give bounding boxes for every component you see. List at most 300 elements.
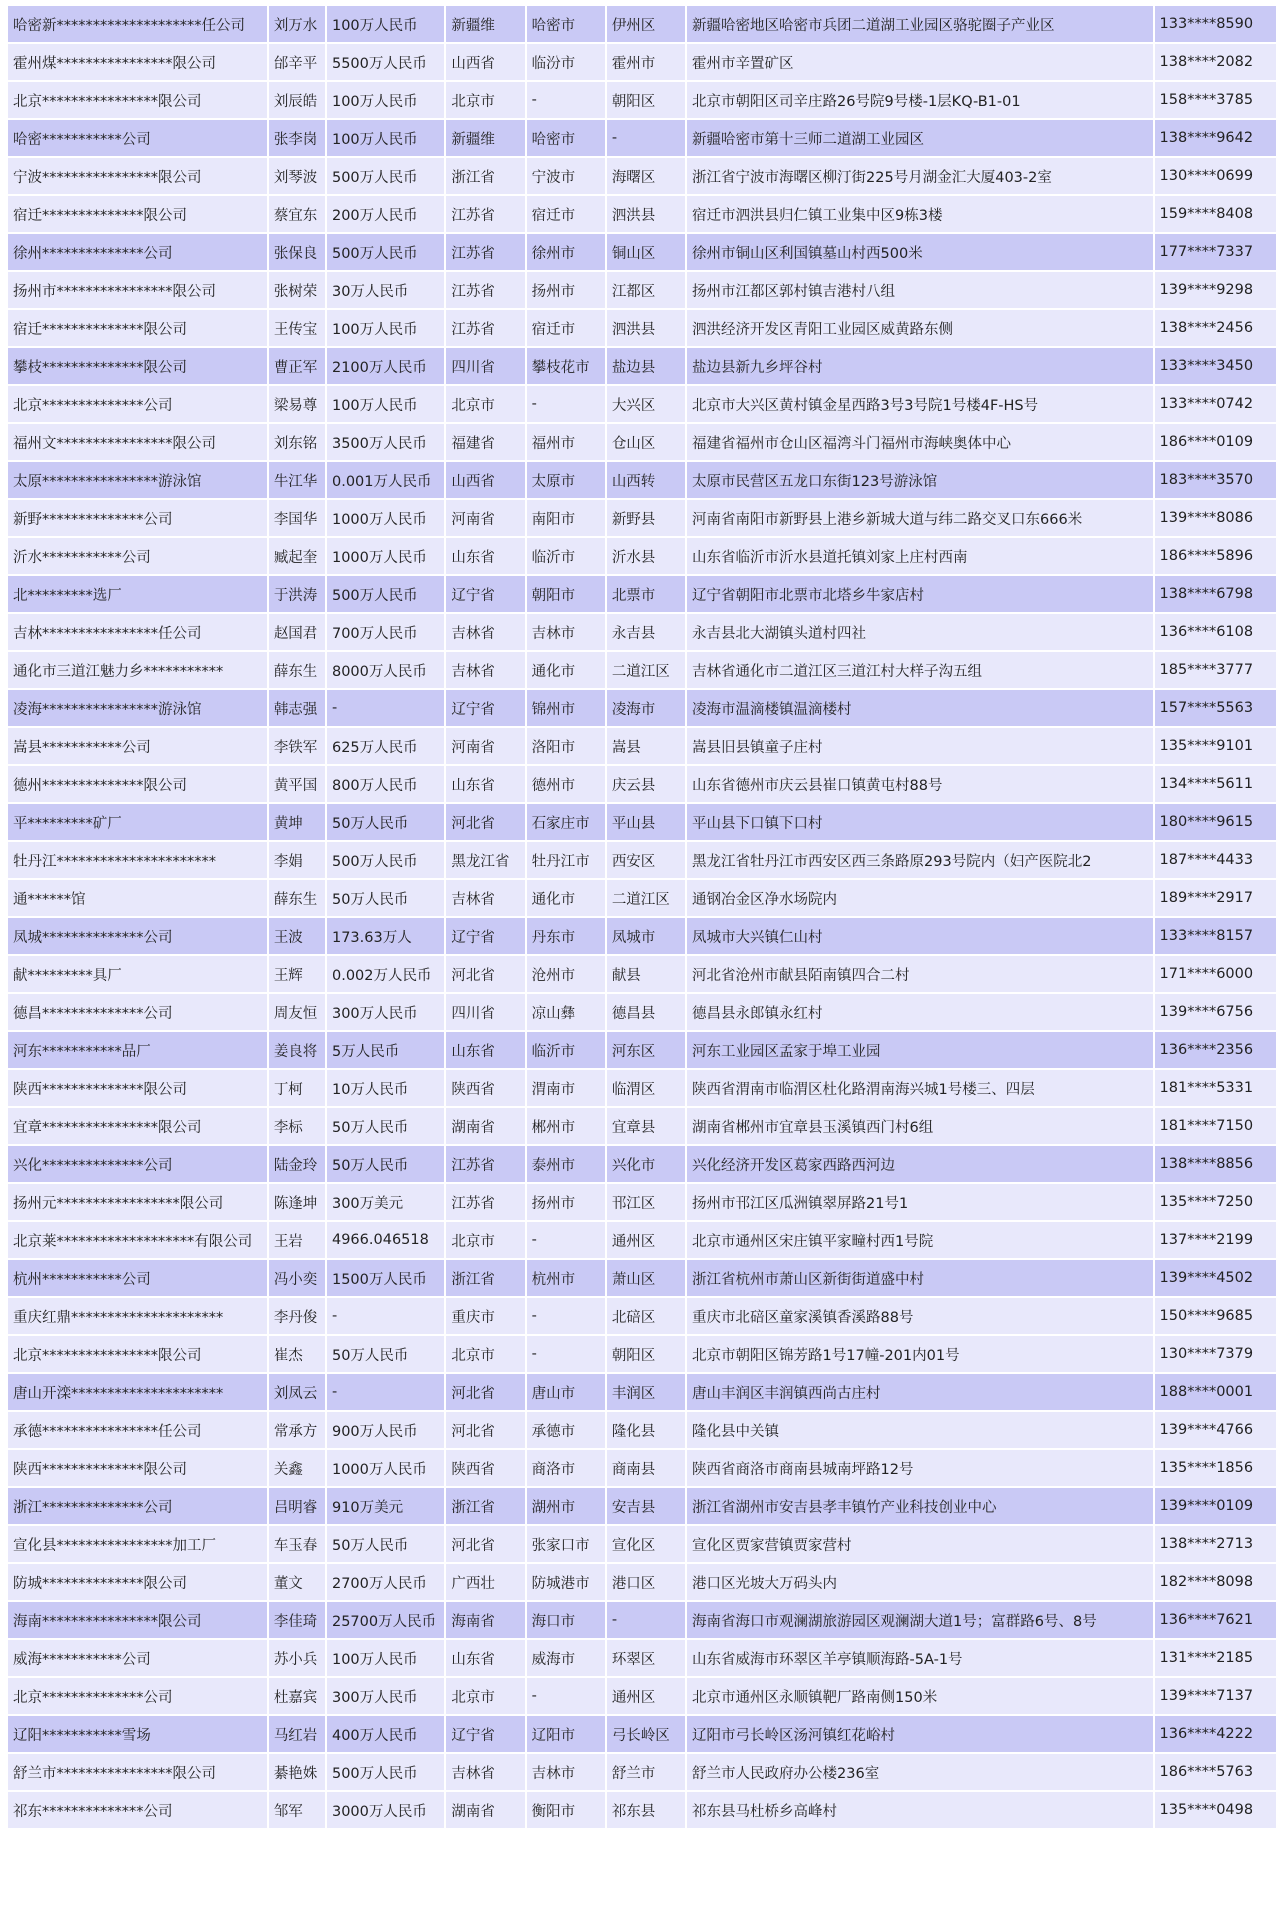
address-cell: 凤城市大兴镇仁山村 xyxy=(687,918,1152,954)
legal-person-cell: 薛东生 xyxy=(269,880,325,916)
legal-person-cell: 曹正军 xyxy=(269,348,325,384)
legal-person-cell: 梁易尊 xyxy=(269,386,325,422)
district-cell: 通州区 xyxy=(607,1678,685,1714)
legal-person-cell: 韩志强 xyxy=(269,690,325,726)
legal-person-cell: 马红岩 xyxy=(269,1716,325,1752)
company-name-cell: 北京**************公司 xyxy=(8,386,267,422)
address-cell: 永吉县北大湖镇头道村四社 xyxy=(687,614,1152,650)
province-cell: 河北省 xyxy=(446,804,524,840)
legal-person-cell: 王波 xyxy=(269,918,325,954)
province-cell: 辽宁省 xyxy=(446,690,524,726)
district-cell: 安吉县 xyxy=(607,1488,685,1524)
district-cell: 丰润区 xyxy=(607,1374,685,1410)
legal-person-cell: 周友恒 xyxy=(269,994,325,1030)
company-name-cell: 凌海****************游泳馆 xyxy=(8,690,267,726)
district-cell: 舒兰市 xyxy=(607,1754,685,1790)
phone-cell: 130****7379 xyxy=(1155,1336,1276,1372)
phone-cell: 138****9642 xyxy=(1155,120,1276,156)
company-name-cell: 福州文****************限公司 xyxy=(8,424,267,460)
phone-cell: 186****5896 xyxy=(1155,538,1276,574)
province-cell: 山东省 xyxy=(446,538,524,574)
phone-cell: 135****0498 xyxy=(1155,1792,1276,1828)
company-name-cell: 献*********具厂 xyxy=(8,956,267,992)
company-name-cell: 新野**************公司 xyxy=(8,500,267,536)
company-name-cell: 攀枝**************限公司 xyxy=(8,348,267,384)
registered-capital-cell: 50万人民币 xyxy=(327,804,444,840)
address-cell: 港口区光坡大万码头内 xyxy=(687,1564,1152,1600)
province-cell: 河北省 xyxy=(446,1412,524,1448)
city-cell: 威海市 xyxy=(527,1640,605,1676)
legal-person-cell: 张保良 xyxy=(269,234,325,270)
table-row xyxy=(8,576,1276,612)
phone-cell: 136****2356 xyxy=(1155,1032,1276,1068)
registered-capital-cell: 900万人民币 xyxy=(327,1412,444,1448)
phone-cell: 182****8098 xyxy=(1155,1564,1276,1600)
registered-capital-cell: 400万人民币 xyxy=(327,1716,444,1752)
table-row xyxy=(8,1222,1276,1258)
table-row xyxy=(8,196,1276,232)
legal-person-cell: 牛江华 xyxy=(269,462,325,498)
province-cell: 河北省 xyxy=(446,1526,524,1562)
table-row xyxy=(8,1374,1276,1410)
district-cell: 海曙区 xyxy=(607,158,685,194)
phone-cell: 130****0699 xyxy=(1155,158,1276,194)
address-cell: 北京市朝阳区司辛庄路26号院9号楼-1层KQ-B1-01 xyxy=(687,82,1152,118)
registered-capital-cell: 700万人民币 xyxy=(327,614,444,650)
registered-capital-cell: - xyxy=(327,1298,444,1334)
table-row xyxy=(8,500,1276,536)
province-cell: 浙江省 xyxy=(446,158,524,194)
company-name-cell: 祁东**************公司 xyxy=(8,1792,267,1828)
table-row xyxy=(8,1792,1276,1828)
province-cell: 新疆维 xyxy=(446,120,524,156)
phone-cell: 134****5611 xyxy=(1155,766,1276,802)
district-cell: 沂水县 xyxy=(607,538,685,574)
address-cell: 河东工业园区孟家于埠工业园 xyxy=(687,1032,1152,1068)
province-cell: 浙江省 xyxy=(446,1488,524,1524)
phone-cell: 181****5331 xyxy=(1155,1070,1276,1106)
district-cell: 隆化县 xyxy=(607,1412,685,1448)
table-row xyxy=(8,1602,1276,1638)
registered-capital-cell: 300万人民币 xyxy=(327,994,444,1030)
city-cell: 德州市 xyxy=(527,766,605,802)
province-cell: 吉林省 xyxy=(446,614,524,650)
company-name-cell: 海南****************限公司 xyxy=(8,1602,267,1638)
phone-cell: 133****0742 xyxy=(1155,386,1276,422)
phone-cell: 136****4222 xyxy=(1155,1716,1276,1752)
registered-capital-cell: 500万人民币 xyxy=(327,234,444,270)
legal-person-cell: 关鑫 xyxy=(269,1450,325,1486)
phone-cell: 139****0109 xyxy=(1155,1488,1276,1524)
address-cell: 辽宁省朝阳市北票市北塔乡牛家店村 xyxy=(687,576,1152,612)
city-cell: - xyxy=(527,1222,605,1258)
registered-capital-cell: 2100万人民币 xyxy=(327,348,444,384)
district-cell: 山西转 xyxy=(607,462,685,498)
address-cell: 北京市通州区宋庄镇平家疃村西1号院 xyxy=(687,1222,1152,1258)
phone-cell: 139****9298 xyxy=(1155,272,1276,308)
city-cell: 商洛市 xyxy=(527,1450,605,1486)
city-cell: - xyxy=(527,82,605,118)
registered-capital-cell: 100万人民币 xyxy=(327,6,444,42)
district-cell: 朝阳区 xyxy=(607,1336,685,1372)
company-name-cell: 承德****************任公司 xyxy=(8,1412,267,1448)
registered-capital-cell: 50万人民币 xyxy=(327,1108,444,1144)
district-cell: 献县 xyxy=(607,956,685,992)
district-cell: 萧山区 xyxy=(607,1260,685,1296)
legal-person-cell: 刘琴波 xyxy=(269,158,325,194)
district-cell: 西安区 xyxy=(607,842,685,878)
address-cell: 平山县下口镇下口村 xyxy=(687,804,1152,840)
province-cell: 山东省 xyxy=(446,766,524,802)
legal-person-cell: 张树荣 xyxy=(269,272,325,308)
company-table-body xyxy=(8,6,1276,1828)
province-cell: 河南省 xyxy=(446,500,524,536)
city-cell: 衡阳市 xyxy=(527,1792,605,1828)
address-cell: 德昌县永郎镇永红村 xyxy=(687,994,1152,1030)
company-name-cell: 通******馆 xyxy=(8,880,267,916)
registered-capital-cell: 50万人民币 xyxy=(327,880,444,916)
address-cell: 北京市朝阳区锦芳路1号17幢-201内01号 xyxy=(687,1336,1152,1372)
legal-person-cell: 李佳琦 xyxy=(269,1602,325,1638)
address-cell: 霍州市辛置矿区 xyxy=(687,44,1152,80)
address-cell: 山东省威海市环翠区羊亭镇顺海路-5A-1号 xyxy=(687,1640,1152,1676)
province-cell: 辽宁省 xyxy=(446,1716,524,1752)
phone-cell: 186****0109 xyxy=(1155,424,1276,460)
table-row xyxy=(8,82,1276,118)
registered-capital-cell: 100万人民币 xyxy=(327,310,444,346)
district-cell: - xyxy=(607,1602,685,1638)
company-name-cell: 辽阳***********雪场 xyxy=(8,1716,267,1752)
province-cell: 海南省 xyxy=(446,1602,524,1638)
company-name-cell: 德州**************限公司 xyxy=(8,766,267,802)
district-cell: 邗江区 xyxy=(607,1184,685,1220)
district-cell: 朝阳区 xyxy=(607,82,685,118)
district-cell: 大兴区 xyxy=(607,386,685,422)
district-cell: 仓山区 xyxy=(607,424,685,460)
city-cell: 杭州市 xyxy=(527,1260,605,1296)
registered-capital-cell: 500万人民币 xyxy=(327,842,444,878)
registered-capital-cell: 3500万人民币 xyxy=(327,424,444,460)
phone-cell: 183****3570 xyxy=(1155,462,1276,498)
province-cell: 江苏省 xyxy=(446,1184,524,1220)
address-cell: 陕西省渭南市临渭区杜化路渭南海兴城1号楼三、四层 xyxy=(687,1070,1152,1106)
province-cell: 辽宁省 xyxy=(446,576,524,612)
city-cell: 石家庄市 xyxy=(527,804,605,840)
table-row xyxy=(8,424,1276,460)
registered-capital-cell: 50万人民币 xyxy=(327,1526,444,1562)
table-row xyxy=(8,234,1276,270)
province-cell: 山西省 xyxy=(446,462,524,498)
company-name-cell: 平*********矿厂 xyxy=(8,804,267,840)
city-cell: 福州市 xyxy=(527,424,605,460)
district-cell: 北票市 xyxy=(607,576,685,612)
district-cell: 河东区 xyxy=(607,1032,685,1068)
district-cell: 宜章县 xyxy=(607,1108,685,1144)
company-table xyxy=(6,4,1278,1830)
province-cell: 辽宁省 xyxy=(446,918,524,954)
table-row xyxy=(8,1678,1276,1714)
address-cell: 陕西省商洛市商南县城南坪路12号 xyxy=(687,1450,1152,1486)
table-row xyxy=(8,538,1276,574)
registered-capital-cell: - xyxy=(327,1374,444,1410)
company-name-cell: 扬州市****************限公司 xyxy=(8,272,267,308)
province-cell: 吉林省 xyxy=(446,880,524,916)
province-cell: 江苏省 xyxy=(446,196,524,232)
province-cell: 福建省 xyxy=(446,424,524,460)
table-row xyxy=(8,1754,1276,1790)
company-name-cell: 哈密新********************任公司 xyxy=(8,6,267,42)
legal-person-cell: 王传宝 xyxy=(269,310,325,346)
address-cell: 兴化经济开发区葛家西路西河边 xyxy=(687,1146,1152,1182)
legal-person-cell: 董文 xyxy=(269,1564,325,1600)
province-cell: 浙江省 xyxy=(446,1260,524,1296)
legal-person-cell: 綦艳姝 xyxy=(269,1754,325,1790)
legal-person-cell: 苏小兵 xyxy=(269,1640,325,1676)
province-cell: 陕西省 xyxy=(446,1450,524,1486)
province-cell: 江苏省 xyxy=(446,1146,524,1182)
address-cell: 徐州市铜山区利国镇墓山村西500米 xyxy=(687,234,1152,270)
registered-capital-cell: 200万人民币 xyxy=(327,196,444,232)
company-name-cell: 宣化县****************加工厂 xyxy=(8,1526,267,1562)
table-row xyxy=(8,44,1276,80)
legal-person-cell: 黄坤 xyxy=(269,804,325,840)
phone-cell: 177****7337 xyxy=(1155,234,1276,270)
table-row xyxy=(8,842,1276,878)
city-cell: 湖州市 xyxy=(527,1488,605,1524)
company-name-cell: 扬州元*****************限公司 xyxy=(8,1184,267,1220)
table-row xyxy=(8,1146,1276,1182)
phone-cell: 139****6756 xyxy=(1155,994,1276,1030)
company-name-cell: 沂水***********公司 xyxy=(8,538,267,574)
table-row xyxy=(8,918,1276,954)
table-row xyxy=(8,1640,1276,1676)
address-cell: 吉林省通化市二道江区三道江村大样子沟五组 xyxy=(687,652,1152,688)
legal-person-cell: 冯小奕 xyxy=(269,1260,325,1296)
province-cell: 河北省 xyxy=(446,1374,524,1410)
province-cell: 北京市 xyxy=(446,82,524,118)
registered-capital-cell: 300万人民币 xyxy=(327,1678,444,1714)
district-cell: 环翠区 xyxy=(607,1640,685,1676)
province-cell: 湖南省 xyxy=(446,1108,524,1144)
phone-cell: 186****5763 xyxy=(1155,1754,1276,1790)
table-row xyxy=(8,1564,1276,1600)
district-cell: 凌海市 xyxy=(607,690,685,726)
company-name-cell: 嵩县***********公司 xyxy=(8,728,267,764)
table-row xyxy=(8,956,1276,992)
province-cell: 四川省 xyxy=(446,994,524,1030)
legal-person-cell: 刘万水 xyxy=(269,6,325,42)
legal-person-cell: 赵国君 xyxy=(269,614,325,650)
address-cell: 凌海市温滴楼镇温滴楼村 xyxy=(687,690,1152,726)
phone-cell: 136****6108 xyxy=(1155,614,1276,650)
district-cell: 北碚区 xyxy=(607,1298,685,1334)
address-cell: 浙江省湖州市安吉县孝丰镇竹产业科技创业中心 xyxy=(687,1488,1152,1524)
district-cell: 祁东县 xyxy=(607,1792,685,1828)
company-name-cell: 德昌**************公司 xyxy=(8,994,267,1030)
address-cell: 福建省福州市仓山区福湾斗门福州市海峡奥体中心 xyxy=(687,424,1152,460)
legal-person-cell: 李国华 xyxy=(269,500,325,536)
phone-cell: 138****2713 xyxy=(1155,1526,1276,1562)
legal-person-cell: 张李岗 xyxy=(269,120,325,156)
table-row xyxy=(8,1184,1276,1220)
registered-capital-cell: 173.63万人 xyxy=(327,918,444,954)
table-row xyxy=(8,120,1276,156)
city-cell: 沧州市 xyxy=(527,956,605,992)
city-cell: 辽阳市 xyxy=(527,1716,605,1752)
address-cell: 泗洪经济开发区青阳工业园区威黄路东侧 xyxy=(687,310,1152,346)
company-name-cell: 凤城**************公司 xyxy=(8,918,267,954)
legal-person-cell: 李娟 xyxy=(269,842,325,878)
company-name-cell: 宿迁**************限公司 xyxy=(8,196,267,232)
legal-person-cell: 邰辛平 xyxy=(269,44,325,80)
city-cell: 张家口市 xyxy=(527,1526,605,1562)
table-row xyxy=(8,1526,1276,1562)
address-cell: 扬州市邗江区瓜洲镇翠屏路21号1 xyxy=(687,1184,1152,1220)
district-cell: 商南县 xyxy=(607,1450,685,1486)
city-cell: 牡丹江市 xyxy=(527,842,605,878)
address-cell: 通钢冶金区净水场院内 xyxy=(687,880,1152,916)
phone-cell: 135****1856 xyxy=(1155,1450,1276,1486)
city-cell: 临沂市 xyxy=(527,538,605,574)
table-row xyxy=(8,386,1276,422)
province-cell: 吉林省 xyxy=(446,1754,524,1790)
district-cell: 盐边县 xyxy=(607,348,685,384)
legal-person-cell: 车玉春 xyxy=(269,1526,325,1562)
district-cell: 永吉县 xyxy=(607,614,685,650)
registered-capital-cell: 1000万人民币 xyxy=(327,500,444,536)
address-cell: 宣化区贾家营镇贾家营村 xyxy=(687,1526,1152,1562)
registered-capital-cell: 800万人民币 xyxy=(327,766,444,802)
registered-capital-cell: 100万人民币 xyxy=(327,1640,444,1676)
city-cell: 吉林市 xyxy=(527,614,605,650)
province-cell: 北京市 xyxy=(446,1222,524,1258)
registered-capital-cell: 1000万人民币 xyxy=(327,1450,444,1486)
city-cell: - xyxy=(527,1678,605,1714)
registered-capital-cell: 500万人民币 xyxy=(327,576,444,612)
table-row xyxy=(8,804,1276,840)
city-cell: - xyxy=(527,1298,605,1334)
legal-person-cell: 姜良将 xyxy=(269,1032,325,1068)
registered-capital-cell: 0.002万人民币 xyxy=(327,956,444,992)
district-cell: 庆云县 xyxy=(607,766,685,802)
district-cell: 新野县 xyxy=(607,500,685,536)
district-cell: 凤城市 xyxy=(607,918,685,954)
district-cell: 通州区 xyxy=(607,1222,685,1258)
company-name-cell: 吉林****************任公司 xyxy=(8,614,267,650)
district-cell: 泗洪县 xyxy=(607,310,685,346)
province-cell: 四川省 xyxy=(446,348,524,384)
legal-person-cell: 常承方 xyxy=(269,1412,325,1448)
city-cell: 哈密市 xyxy=(527,6,605,42)
district-cell: 泗洪县 xyxy=(607,196,685,232)
table-row xyxy=(8,690,1276,726)
company-name-cell: 北京**************公司 xyxy=(8,1678,267,1714)
phone-cell: 180****9615 xyxy=(1155,804,1276,840)
table-row xyxy=(8,158,1276,194)
province-cell: 湖南省 xyxy=(446,1792,524,1828)
legal-person-cell: 李丹俊 xyxy=(269,1298,325,1334)
district-cell: 兴化市 xyxy=(607,1146,685,1182)
company-name-cell: 宁波****************限公司 xyxy=(8,158,267,194)
table-row xyxy=(8,880,1276,916)
address-cell: 新疆哈密市第十三师二道湖工业园区 xyxy=(687,120,1152,156)
phone-cell: 185****3777 xyxy=(1155,652,1276,688)
table-row xyxy=(8,348,1276,384)
table-row xyxy=(8,652,1276,688)
table-row xyxy=(8,310,1276,346)
city-cell: 吉林市 xyxy=(527,1754,605,1790)
legal-person-cell: 刘凤云 xyxy=(269,1374,325,1410)
phone-cell: 181****7150 xyxy=(1155,1108,1276,1144)
legal-person-cell: 杜嘉宾 xyxy=(269,1678,325,1714)
city-cell: 宿迁市 xyxy=(527,310,605,346)
address-cell: 河北省沧州市献县陌南镇四合二村 xyxy=(687,956,1152,992)
company-name-cell: 北*********选厂 xyxy=(8,576,267,612)
address-cell: 宿迁市泗洪县归仁镇工业集中区9栋3楼 xyxy=(687,196,1152,232)
registered-capital-cell: 100万人民币 xyxy=(327,386,444,422)
city-cell: 南阳市 xyxy=(527,500,605,536)
city-cell: 扬州市 xyxy=(527,272,605,308)
city-cell: 海口市 xyxy=(527,1602,605,1638)
phone-cell: 139****8086 xyxy=(1155,500,1276,536)
registered-capital-cell: 100万人民币 xyxy=(327,120,444,156)
table-row xyxy=(8,1070,1276,1106)
phone-cell: 135****7250 xyxy=(1155,1184,1276,1220)
legal-person-cell: 李标 xyxy=(269,1108,325,1144)
province-cell: 北京市 xyxy=(446,386,524,422)
province-cell: 吉林省 xyxy=(446,652,524,688)
table-row xyxy=(8,1108,1276,1144)
company-name-cell: 浙江**************公司 xyxy=(8,1488,267,1524)
district-cell: 二道江区 xyxy=(607,880,685,916)
city-cell: 攀枝花市 xyxy=(527,348,605,384)
phone-cell: 136****7621 xyxy=(1155,1602,1276,1638)
table-row xyxy=(8,272,1276,308)
district-cell: 弓长岭区 xyxy=(607,1716,685,1752)
city-cell: 凉山彝 xyxy=(527,994,605,1030)
district-cell: 伊州区 xyxy=(607,6,685,42)
address-cell: 辽阳市弓长岭区汤河镇红花峪村 xyxy=(687,1716,1152,1752)
district-cell: 宣化区 xyxy=(607,1526,685,1562)
company-name-cell: 徐州**************公司 xyxy=(8,234,267,270)
registered-capital-cell: 5500万人民币 xyxy=(327,44,444,80)
table-row xyxy=(8,6,1276,42)
phone-cell: 139****7137 xyxy=(1155,1678,1276,1714)
registered-capital-cell: 100万人民币 xyxy=(327,82,444,118)
province-cell: 重庆市 xyxy=(446,1298,524,1334)
address-cell: 唐山丰润区丰润镇西尚古庄村 xyxy=(687,1374,1152,1410)
table-row xyxy=(8,1412,1276,1448)
city-cell: 扬州市 xyxy=(527,1184,605,1220)
address-cell: 北京市通州区永顺镇靶厂路南侧150米 xyxy=(687,1678,1152,1714)
phone-cell: 135****9101 xyxy=(1155,728,1276,764)
city-cell: 临沂市 xyxy=(527,1032,605,1068)
company-name-cell: 北京****************限公司 xyxy=(8,82,267,118)
phone-cell: 139****4766 xyxy=(1155,1412,1276,1448)
province-cell: 北京市 xyxy=(446,1678,524,1714)
city-cell: - xyxy=(527,1336,605,1372)
city-cell: 锦州市 xyxy=(527,690,605,726)
registered-capital-cell: 910万美元 xyxy=(327,1488,444,1524)
legal-person-cell: 王岩 xyxy=(269,1222,325,1258)
province-cell: 北京市 xyxy=(446,1336,524,1372)
phone-cell: 187****4433 xyxy=(1155,842,1276,878)
phone-cell: 150****9685 xyxy=(1155,1298,1276,1334)
city-cell: 宁波市 xyxy=(527,158,605,194)
phone-cell: 158****3785 xyxy=(1155,82,1276,118)
district-cell: 二道江区 xyxy=(607,652,685,688)
address-cell: 舒兰市人民政府办公楼236室 xyxy=(687,1754,1152,1790)
